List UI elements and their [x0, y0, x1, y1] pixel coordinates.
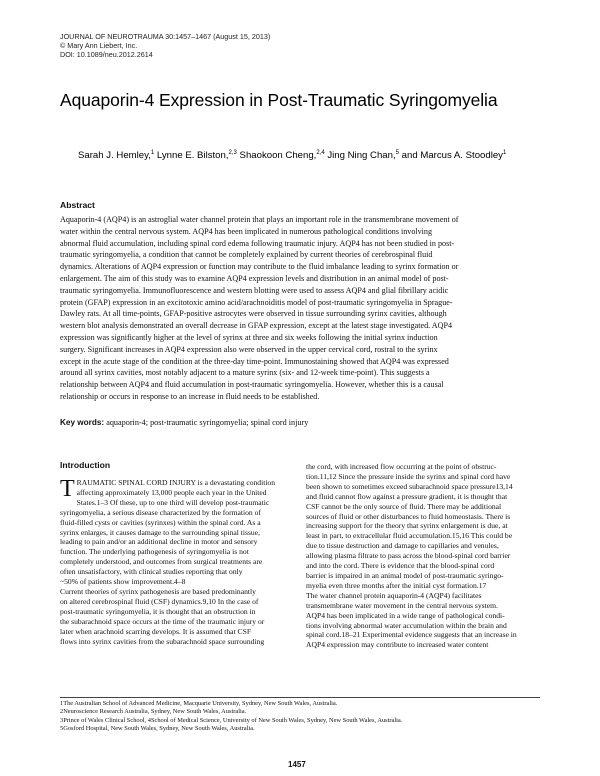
journal-citation: JOURNAL OF NEUROTRAUMA 30:1457–1467 (August 15, 2013): [60, 32, 271, 41]
keywords-label: Key words:: [60, 418, 105, 427]
intro-text-line: RAUMATIC SPINAL CORD INJURY is a devastating condition: [76, 478, 276, 487]
abstract-line: protein (GFAP) expression in an excitotoxic amino acid/arachnoiditis model of post-traumatic syringomyelia in Sprague-: [60, 297, 453, 307]
intro-text-line: function. The underlying pathogenesis of syringomyelia is not: [60, 547, 249, 557]
introduction-right-column: [306, 462, 540, 650]
abstract-line: traumatic syringomyelia, a condition that cannot be completely explained by current theories of cerebrospinal fluid: [60, 250, 433, 260]
intro-text-line: the subarachnoid space occurs at the time of the traumatic injury or: [60, 616, 265, 626]
affiliation-marker: 2,3: [228, 150, 237, 156]
intro-text-line: due to tissue destruction and damage to capillaries and venules,: [306, 541, 499, 551]
intro-text-line: allowing plasma filtrate to pass across the blood-spinal cord barrier: [306, 551, 511, 561]
copyright-line: © Mary Ann Liebert, Inc.: [60, 41, 138, 50]
author-name: Lynne E. Bilston,: [154, 150, 229, 161]
abstract-line: relationship between AQP4 and fluid accumulation in post-traumatic syringomyelia. However, whether this is a causal: [60, 380, 444, 390]
intro-text-line: on altered cerebrospinal fluid (CSF) dynamics.9,10 In the case of: [60, 596, 259, 606]
abstract-line: dynamics. Alterations of AQP4 expression or function may contribute to the fluid imbalance leading to syrinx formation or: [60, 262, 459, 272]
keywords-text: aquaporin-4; post-traumatic syringomyelia; spinal cord injury: [104, 418, 309, 427]
article-title: Aquaporin-4 Expression in Post-Traumatic Syringomyelia: [60, 90, 498, 110]
drop-cap: T: [60, 476, 75, 502]
intro-text-line: myelia even three months after the initial cyst formation.17: [306, 580, 487, 590]
intro-text-line: AQP4 has been implicated in a wide range of pathological condi-: [306, 610, 505, 620]
doi-line: DOI: 10.1089/neu.2012.2614: [60, 50, 153, 59]
intro-text-line: States.1–3 Of these, up to one third will develop post-traumatic: [76, 497, 270, 507]
intro-text-line: spinal cord.18–21 Experimental evidence suggests that an increase in: [306, 630, 517, 640]
abstract-line: expression was significantly higher at the level of syrinx at three and six weeks following the initial syrinx induction: [60, 332, 438, 342]
affiliation-marker: 2,4: [316, 150, 325, 156]
affiliation-marker: 5: [395, 150, 399, 156]
intro-text-line: AQP4 expression may contribute to increased water content: [306, 640, 489, 650]
footnote-line: 5Gosford Hospital, New South Wales, Sydney, New South Wales, Australia.: [60, 725, 255, 733]
intro-text-line: often unsatisfactory, with clinical studies reporting that only: [60, 567, 243, 577]
footnote-line: 3Prince of Wales Clinical School, 4School of Medical Science, University of New South Wales, Sydney, New South Wales, Australia.: [60, 716, 403, 724]
affiliation-marker: 1: [150, 150, 155, 156]
abstract-line: traumatic syringomyelia. Immunofluorescence and western blotting were used to assess AQP4 and glial fibrillary acidic: [60, 285, 449, 295]
abstract-heading: Abstract: [60, 200, 95, 210]
abstract-line: surgery. Significant increases in AQP4 expression also were observed in the upper cervical cord, rostral to the syrinx: [60, 344, 438, 354]
affiliation-marker: 1: [502, 150, 507, 156]
intro-text-line: ~50% of patients show improvement.4–8: [60, 577, 186, 587]
intro-text-line: post-traumatic syringomyelia, it is thought that an obstruction in: [60, 606, 256, 616]
intro-text-line: fluid-filled cysts or cavities (syrinxes) within the spinal cord. As a: [60, 517, 261, 527]
intro-text-line: The water channel protein aquaporin-4 (AQP4) facilitates: [306, 590, 482, 600]
intro-text-line: and into the cord. There is evidence that the blood-spinal cord: [306, 561, 495, 571]
author-list: [78, 150, 538, 161]
intro-text-line: increasing support for the theory that syrinx enlargement is due, at: [306, 521, 508, 531]
intro-text-line: Current theories of syrinx pathogenesis are based predominantly: [60, 586, 256, 596]
page-number: 1457: [288, 760, 306, 769]
intro-text-line: completely understood, and outcomes from surgical treatments are: [60, 557, 263, 567]
intro-text-line: leading to pain and/or an additional decline in motor and sensory: [60, 537, 258, 547]
intro-text-line: CSF cannot be the only source of fluid. There may be additional: [306, 501, 502, 511]
abstract-line: except in the acute stage of the condition at the three-day time-point. Immunostaining showed that AQP4 was expressed: [60, 356, 449, 366]
footnote-line: 2Neuroscience Research Australia, Sydney, New South Wales, Australia.: [60, 708, 247, 716]
abstract-line: western blot analysis demonstrated an overall decrease in GFAP expression, except at the latest stage investigated. AQP4: [60, 321, 452, 331]
author-name: and Marcus A. Stoodley: [398, 150, 503, 161]
intro-text-line: and fluid cannot flow against a pressure gradient, it is thought that: [306, 491, 508, 501]
footnotes: [60, 700, 540, 734]
intro-text-line: tions involving abnormal water accumulation within the brain and: [306, 620, 507, 630]
abstract-text: [60, 214, 540, 403]
author-name: Shaokoon Cheng,: [236, 150, 317, 161]
keywords: [60, 418, 540, 427]
author-name: Jing Ning Chan,: [324, 150, 396, 161]
footnote-line: 1The Australian School of Advanced Medicine, Macquarie University, Sydney, New South Wales, Australia.: [60, 700, 338, 707]
intro-text-line: tion.11,12 Since the pressure inside the syrinx and spinal cord have: [306, 471, 511, 481]
abstract-line: around all syrinx cavities, most notably adjacent to a mature syrinx (six- and 12-week time-point). This suggests a: [60, 368, 430, 378]
abstract-line: water within the central nervous system. AQP4 has been implicated in numerous pathological conditions involving: [60, 226, 433, 236]
intro-text-line: barrier is impaired in an animal model of post-traumatic syringo-: [306, 570, 504, 580]
intro-text-line: the cord, with increased flow occurring at the point of obstruc-: [306, 462, 497, 471]
intro-text-line: syrinx enlarges, it causes damage to the surrounding spinal tissue,: [60, 527, 260, 537]
intro-text-line: transmembrane water movement in the central nervous system.: [306, 600, 498, 610]
intro-text-line: later when arachnoid scarring develops. It is assumed that CSF: [60, 626, 252, 636]
abstract-line: Aquaporin-4 (AQP4) is an astroglial water channel protein that plays an important role in the transmembrane movement of: [60, 215, 459, 224]
abstract-line: Dawley rats. At all time-points, GFAP-positive astrocytes were observed in tissue surrounding syrinx cavities, although: [60, 309, 447, 319]
intro-text-line: sources of fluid or other disturbances to fluid homeostasis. There is: [306, 511, 511, 521]
abstract-line: abnormal fluid accumulation, including spinal cord edema following traumatic injury. AQP4 has not been studied in post-: [60, 238, 455, 248]
footnote-rule: [60, 697, 540, 698]
author-name: Sarah J. Hemley,: [78, 150, 151, 161]
introduction-heading: Introduction: [60, 460, 111, 470]
introduction-left-column: [60, 478, 294, 646]
intro-text-line: syringomyelia, a serious disease characterized by the formation of: [60, 507, 261, 517]
intro-text-line: flows into syrinx cavities from the subarachnoid space surrounding: [60, 636, 265, 646]
intro-text-line: been shown to sometimes exceed subarachnoid space pressure13,14: [306, 481, 513, 491]
abstract-line: enlargement. The aim of this study was to examine AQP4 expression levels and distribution in an animal model of post-: [60, 273, 449, 283]
journal-header: [60, 32, 270, 59]
intro-text-line: least in part, to extracellular fluid accumulation.15,16 This could be: [306, 531, 513, 541]
abstract-line: relationship or occurs in response to an increase in fluid needs to be established.: [60, 391, 320, 401]
intro-text-line: affecting approximately 13,000 people each year in the United: [76, 487, 267, 497]
